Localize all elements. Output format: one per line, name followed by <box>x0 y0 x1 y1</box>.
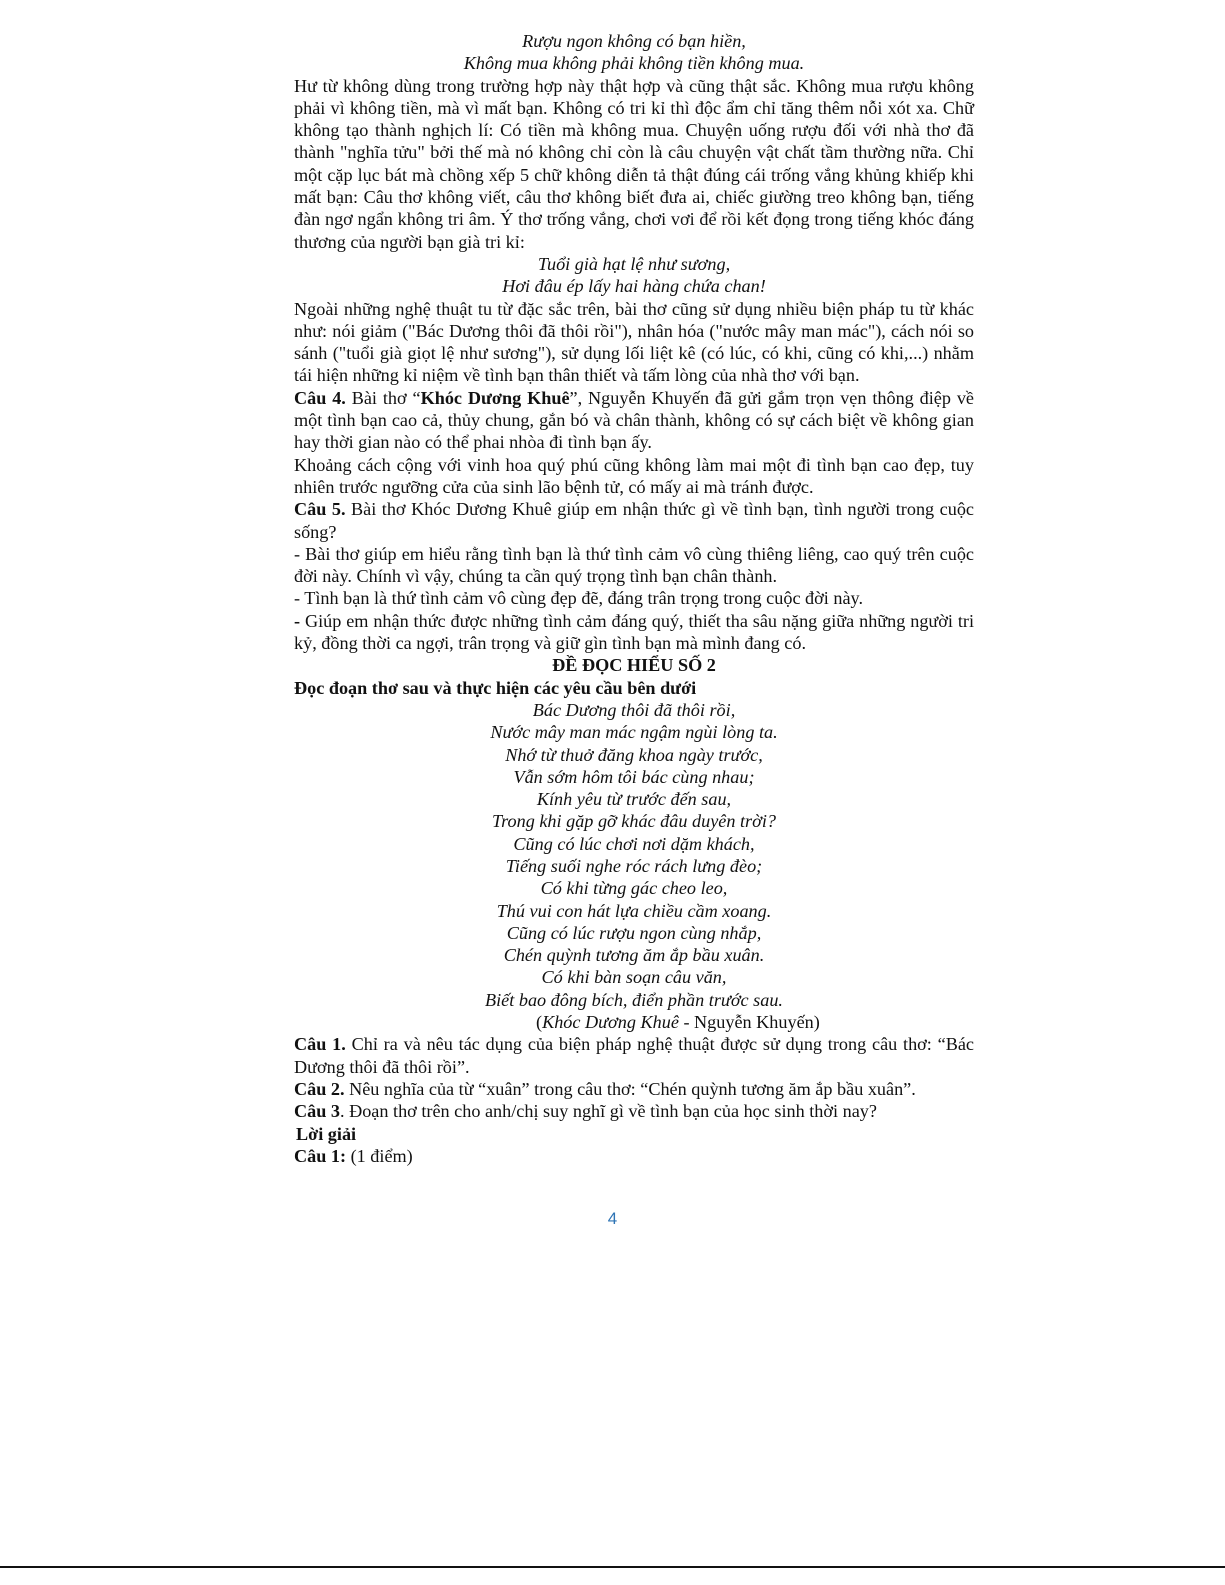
verse-line: Tuổi già hạt lệ như sương, <box>537 253 731 274</box>
verse-line: Rượu ngon không có bạn hiền, <box>522 31 746 51</box>
section-heading: ĐỀ ĐỌC HIỂU SỐ 2 <box>552 655 716 676</box>
page-number: 4 <box>607 1209 618 1228</box>
question-3 <box>294 1100 974 1122</box>
question-text: . Đoạn thơ trên cho anh/chị suy nghĩ gì về tình bạn của học sinh thời nay? <box>339 1101 877 1122</box>
poem-line: Chén quỳnh tương ăm ắp bầu xuân. <box>503 945 765 966</box>
answer-heading: Lời giải <box>296 1123 357 1144</box>
question-label: Câu 5. <box>294 499 346 520</box>
question-2 <box>294 1078 974 1100</box>
answer-label: Câu 1: <box>294 1145 347 1166</box>
question-1 <box>294 1033 974 1078</box>
question-text: Chỉ ra và nêu tác dụng của biện pháp nghệ thuật được sử dụng trong câu thơ: “Bác Dương thôi đã thôi rồi”. <box>294 1034 975 1077</box>
poem-line: Có khi bàn soạn câu văn, <box>541 967 727 988</box>
poem-line: Tiếng suối nghe róc rách lưng đèo; <box>505 855 763 876</box>
source-author: Nguyễn Khuyến <box>694 1012 814 1033</box>
question-text: Nêu nghĩa của từ “xuân” trong câu thơ: “Chén quỳnh tương ăm ắp bầu xuân”. <box>344 1078 916 1099</box>
poem-line: Kính yêu từ trước đến sau, <box>536 789 732 810</box>
poem-line: Cũng có lúc chơi nơi dặm khách, <box>513 833 755 854</box>
question-4 <box>294 387 974 454</box>
bullet-text: Giúp em nhận thức được những tình cảm đáng quý, thiết tha sâu nặng giữa những người tri kỷ, đồng thời ca ngợi, trân trọng và giữ gìn tình bạn mà mình đang có. <box>294 610 974 654</box>
paragraph: Khoảng cách cộng với vinh hoa quý phú cũng không làm mai một đi tình bạn cao đẹp, tuy nhiên trước ngưỡng cửa của sinh lão bệnh tử, có mấy ai mà tránh được. <box>294 454 974 497</box>
bullet-item: - Tình bạn là thứ tình cảm vô cùng đẹp đẽ, đáng trân trọng trong cuộc đời này. <box>294 588 863 609</box>
poem-line: Thú vui con hát lựa chiều cầm xoang. <box>496 900 772 921</box>
document-page <box>294 30 974 1167</box>
bullet-dash: - <box>294 610 301 631</box>
paragraph: Hư từ không dùng trong trường hợp này thật hợp và cũng thật sắc. Không mua rượu không phải vì không tiền, mà vì mất bạn. Không có tri kỉ thì độc ẩm chỉ tăng thêm nỗi xót xa. Chữ không tạo thành nghịch lí: Có tiền mà không mua. Chuyện uống rượu đối với nhà thơ đã thành "nghĩa tửu" bởi thế mà nó không chỉ còn là câu chuyện vật chất tầm thường nữa. Chỉ một cặp lục bát mà chồng xếp 5 chữ không diễn tả thật đúng cái trống vắng khủng khiếp khi mất bạn: Câu thơ không viết, câu thơ không biết đưa ai, chiếc giường treo không bạn, tiếng đàn ngơ ngẩn không tri âm. Ý thơ trống vắng, chơi vơi để rồi kết đọng trong tiếng khóc đáng thương của người bạn già tri kỉ: <box>294 75 974 252</box>
verse-line: Hơi đâu ép lấy hai hàng chứa chan! <box>502 276 766 297</box>
question-label: Câu 4. <box>294 387 346 408</box>
poem-line: Bác Dương thôi đã thôi rồi, <box>532 699 736 720</box>
paragraph: Ngoài những nghệ thuật tu từ đặc sắc trên, bài thơ cũng sử dụng nhiều biện pháp tu từ khác như: nói giảm ("Bác Dương thôi đã thôi rồi"), nhân hóa ("nước mây man mác"), cách nói so sánh ("tuổi già giọt lệ như sương"), sử dụng lối liệt kê (có lúc, có khi, cũng có khi,...) nhằm tái hiện những kỉ niệm về tình bạn thân thiết và tấm lòng của nhà thơ với bạn. <box>294 298 974 386</box>
question-text: Bài thơ Khóc Dương Khuê giúp em nhận thức gì về tình bạn, tình người trong cuộc sống? <box>294 499 974 542</box>
bullet-item: - Bài thơ giúp em hiểu rằng tình bạn là thứ tình cảm vô cùng thiêng liêng, cao quý trên cuộc đời này. Chính vì vậy, chúng ta cần quý trọng tình bạn chân thành. <box>294 543 974 587</box>
question-label: Câu 1. <box>294 1034 346 1055</box>
verse-line: Không mua không phải không tiền không mua. <box>463 53 805 74</box>
poem-line: Vẫn sớm hôm tôi bác cùng nhau; <box>513 766 755 787</box>
answer-1 <box>294 1145 974 1167</box>
answer-text: (1 điểm) <box>346 1145 413 1166</box>
instruction: Đọc đoạn thơ sau và thực hiện các yêu cầu bên dưới <box>294 677 697 698</box>
poem-line: Nước mây man mác ngậm ngùi lòng ta. <box>490 722 778 743</box>
question-label: Câu 2. <box>294 1078 345 1099</box>
question-label: Câu 3 <box>294 1101 340 1122</box>
poem-line: Có khi từng gác cheo leo, <box>540 878 728 899</box>
poem-line: Trong khi gặp gỡ khác đâu duyên trời? <box>492 811 776 832</box>
question-5 <box>294 498 974 543</box>
poem-line: Nhớ từ thuở đăng khoa ngày trước, <box>505 744 763 765</box>
bottom-divider <box>0 1566 1225 1568</box>
source-title: Khóc Dương Khuê <box>542 1012 679 1033</box>
question-text: Bài thơ “ <box>345 387 421 408</box>
poem-line: Biết bao đông bích, điển phần trước sau. <box>485 989 783 1010</box>
poem-title: Khóc Dương Khuê <box>420 387 570 408</box>
question-text: ”, Nguyễn Khuyến đã gửi gắm trọn vẹn thông điệp về một tình bạn cao cả, thủy chung, gắn bó và chân thành, không có sự cách biệt về không gian hay thời gian nào có thể phai nhòa đi tình bạn ấy. <box>294 387 974 453</box>
poem-source: (Khóc Dương Khuê - Nguyễn Khuyến) <box>536 1012 820 1033</box>
poem-block <box>294 699 974 1011</box>
poem-line: Cũng có lúc rượu ngon cùng nhắp, <box>506 922 762 943</box>
bullet-item <box>294 610 974 655</box>
